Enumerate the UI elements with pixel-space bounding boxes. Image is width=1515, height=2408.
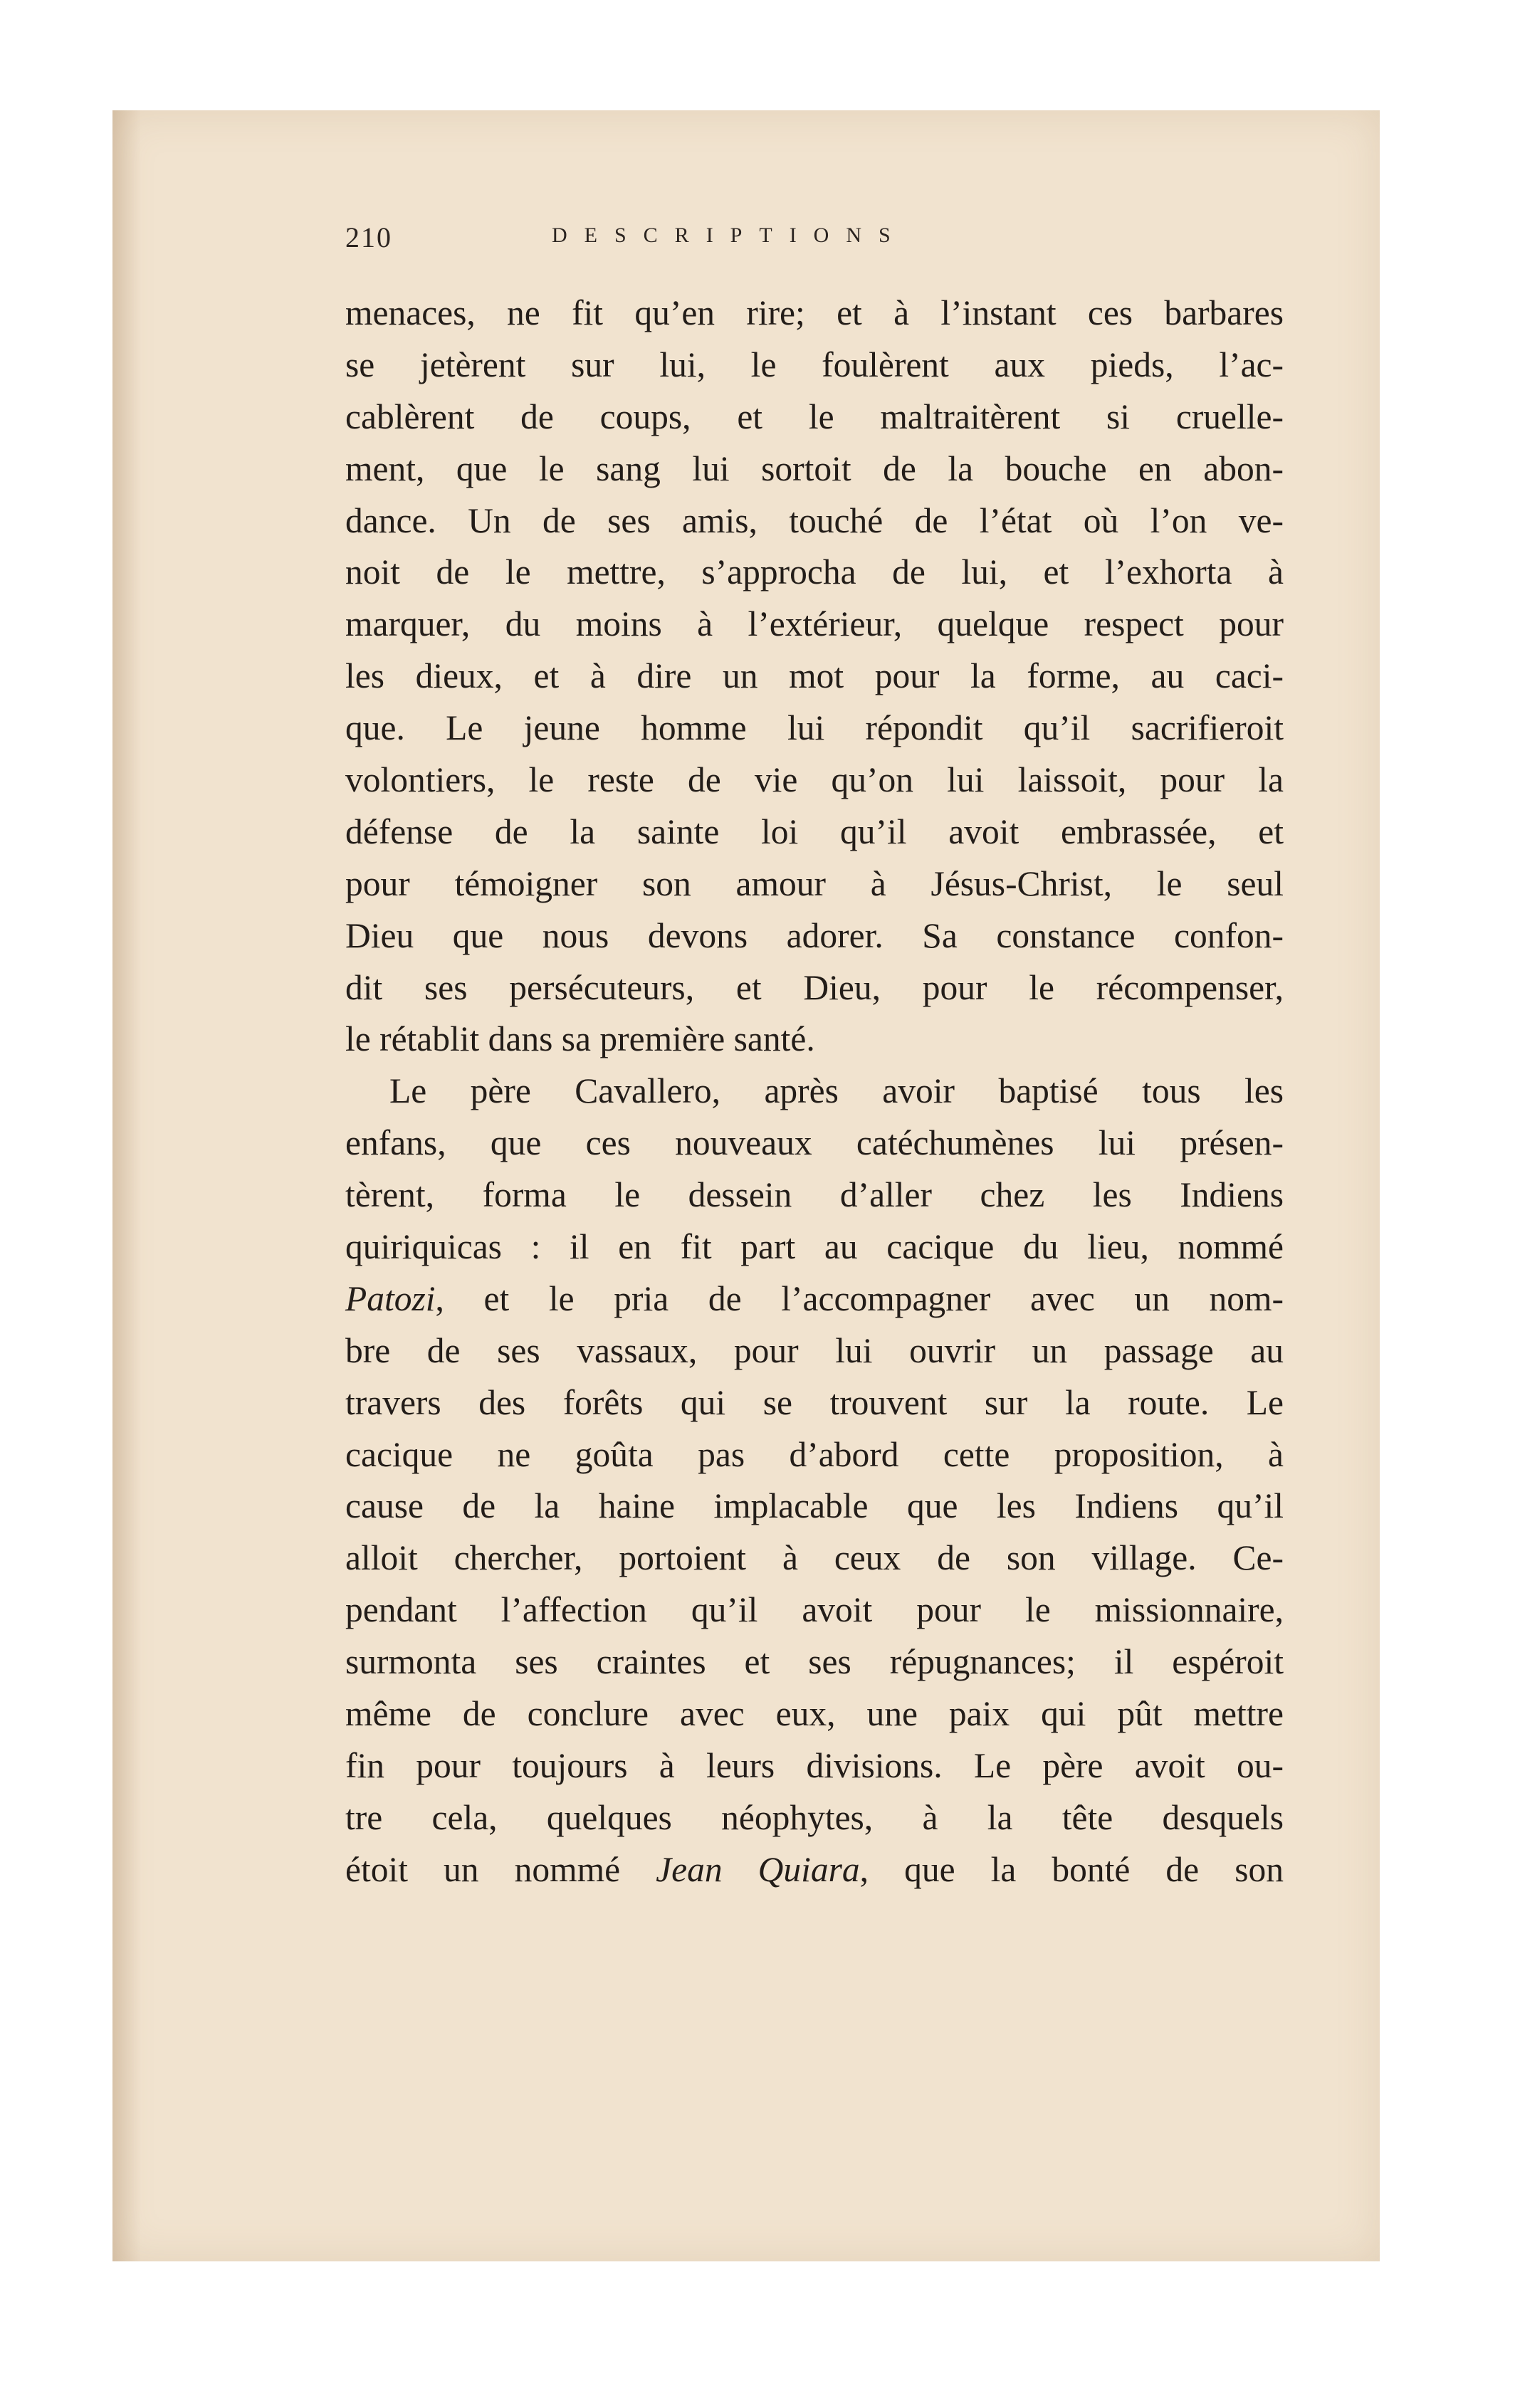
text-line-24: cause de la haine implacable que les Indiens qu’il [345, 1486, 1284, 1526]
text-line-20: Patozi, et le pria de l’accompagner avec un nom- [345, 1278, 1284, 1318]
text-line-21: bre de ses vassaux, pour lui ouvrir un passage au [345, 1330, 1284, 1370]
text-line-16: Le père Cavallero, après avoir baptisé tous les [389, 1071, 1284, 1111]
text-line-7: marquer, du moins à l’extérieur, quelque respect pour [345, 604, 1284, 644]
text-line-30: tre cela, quelques néophytes, à la tête desquels [345, 1797, 1284, 1837]
text-line-26: pendant l’affection qu’il avoit pour le missionnaire, [345, 1590, 1284, 1630]
text-line-23: cacique ne goûta pas d’abord cette proposition, à [345, 1434, 1284, 1474]
text-line-18: tèrent, forma le dessein d’aller chez les Indiens [345, 1175, 1284, 1215]
text-line-25: alloit chercher, portoient à ceux de son village. Ce- [345, 1538, 1284, 1578]
text-line-13: Dieu que nous devons adorer. Sa constance confon- [345, 915, 1284, 955]
page-header [345, 221, 1086, 256]
text-line-6: noit de le mettre, s’approcha de lui, et l’exhorta à [345, 552, 1284, 592]
text-line-19: quiriquicas : il en fit part au cacique du lieu, nommé [345, 1227, 1284, 1267]
text-line-22: travers des forêts qui se trouvent sur la route. Le [345, 1382, 1284, 1422]
text-line-15: le rétablit dans sa première santé. [345, 1019, 815, 1059]
text-line-4: ment, que le sang lui sortoit de la bouche en abon- [345, 448, 1284, 488]
text-line-10: volontiers, le reste de vie qu’on lui laissoit, pour la [345, 760, 1284, 800]
text-line-17: enfans, que ces nouveaux catéchumènes lui présen- [345, 1123, 1284, 1163]
text-line-14: dit ses persécuteurs, et Dieu, pour le récompenser, [345, 967, 1284, 1007]
text-line-12: pour témoigner son amour à Jésus-Christ, le seul [345, 863, 1284, 903]
text-line-9: que. Le jeune homme lui répondit qu’il sacrifieroit [345, 708, 1284, 748]
text-line-29: fin pour toujours à leurs divisions. Le père avoit ou- [345, 1745, 1284, 1785]
running-title: DESCRIPTIONS [552, 224, 908, 247]
body-text [345, 288, 1284, 1896]
italic-name: Jean Quiara [656, 1849, 860, 1889]
text-line-28: même de conclure avec eux, une paix qui pût mettre [345, 1694, 1284, 1734]
text-line-1: menaces, ne fit qu’en rire; et à l’instant ces barbares [345, 293, 1284, 332]
text-line-5: dance. Un de ses amis, touché de l’état où l’on ve- [345, 500, 1284, 540]
text-line-11: défense de la sainte loi qu’il avoit embrassée, et [345, 811, 1284, 851]
text-line-31: étoit un nommé Jean Quiara, que la bonté de son [345, 1849, 1284, 1889]
italic-name: Patozi [345, 1278, 436, 1318]
text-line-3: cablèrent de coups, et le maltraitèrent si cruelle- [345, 396, 1284, 436]
text-line-27: surmonta ses craintes et ses répugnances; il espéroit [345, 1642, 1284, 1682]
text-line-2: se jetèrent sur lui, le foulèrent aux pieds, l’ac- [345, 345, 1284, 384]
page-number: 210 [345, 221, 392, 253]
text-line-8: les dieux, et à dire un mot pour la forme, au caci- [345, 656, 1284, 696]
